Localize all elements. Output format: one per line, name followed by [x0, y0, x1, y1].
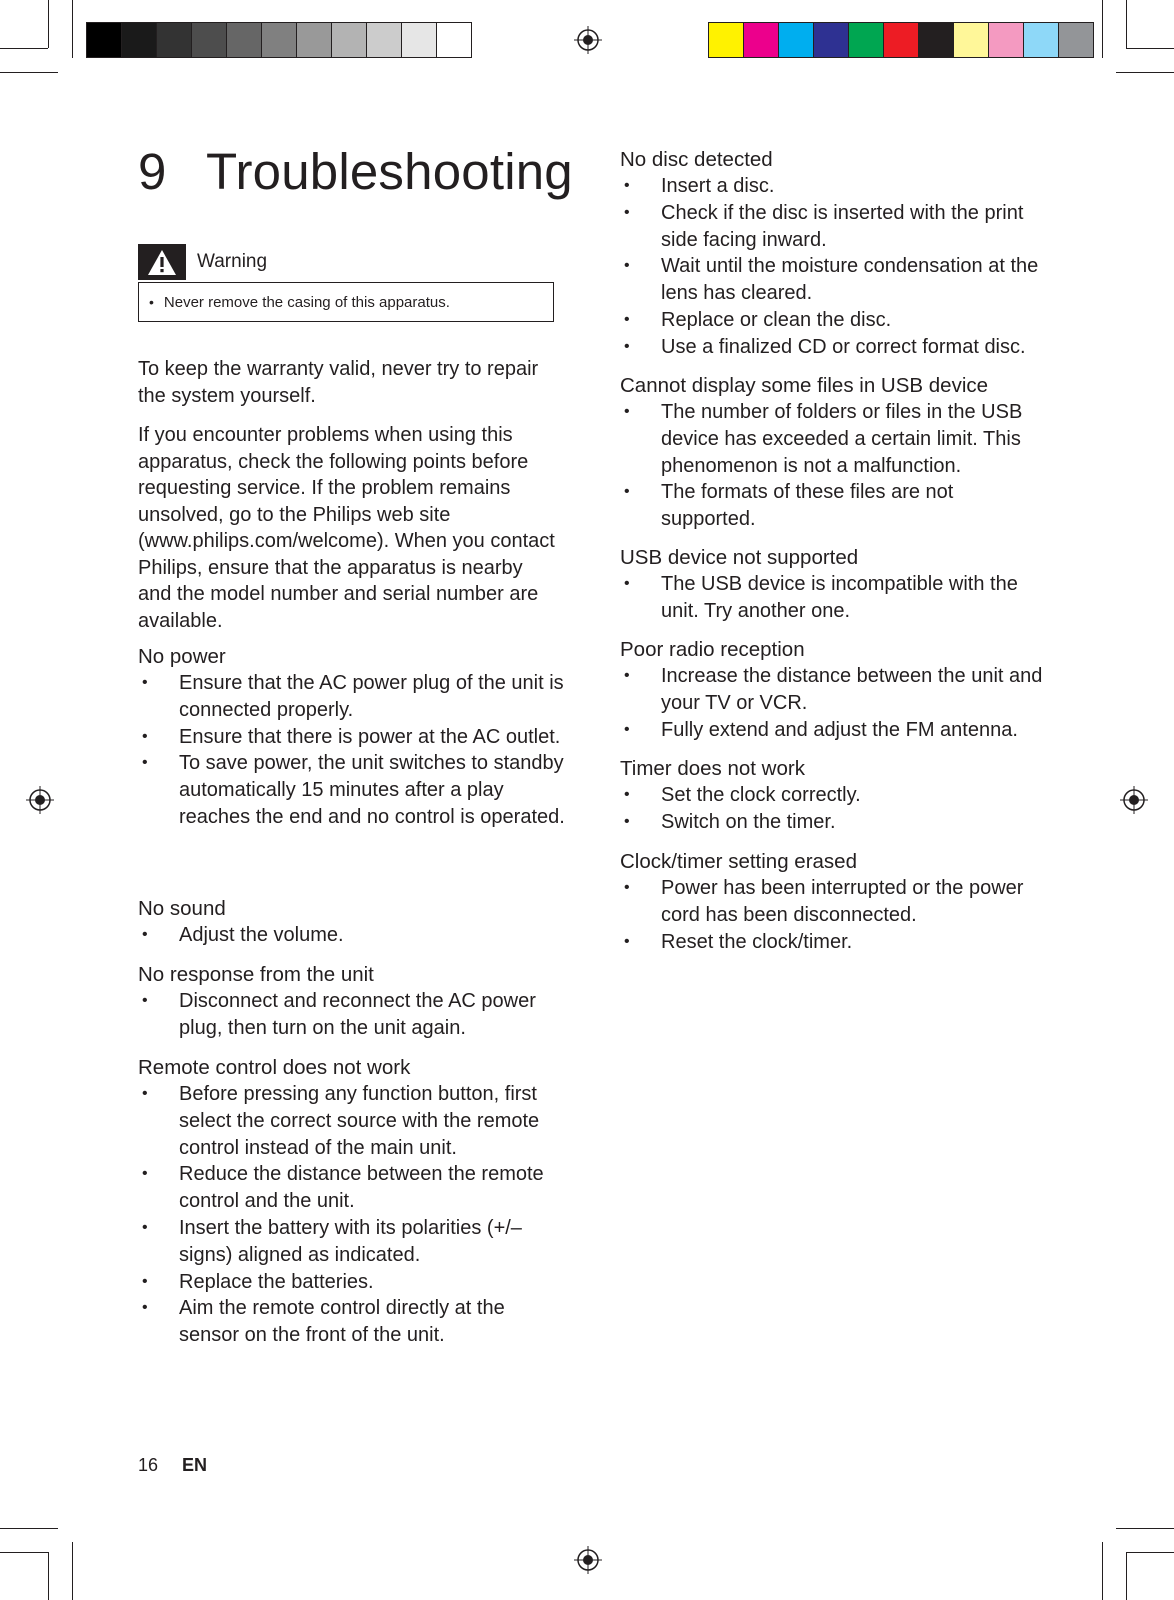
bullet-list: [138, 1081, 568, 1349]
grayscale-color-bar: [86, 22, 472, 58]
list-item: • The number of folders or files in the USB device has exceeded a certain limit. This phenomenon is not a malfunction.: [620, 399, 1050, 479]
color-swatch: [437, 23, 471, 57]
list-item: • Set the clock correctly.: [620, 782, 1050, 809]
color-swatch: [157, 23, 192, 57]
chapter-title: Troubleshooting: [206, 143, 573, 200]
section-title: No disc detected: [620, 148, 773, 171]
list-item: • Insert a disc.: [620, 173, 1050, 200]
section-title: Cannot display some files in USB device: [620, 374, 989, 397]
color-swatch: [779, 23, 814, 57]
section-title: Timer does not work: [620, 757, 805, 780]
color-swatch: [744, 23, 779, 57]
process-color-bar: [708, 22, 1094, 58]
color-swatch: [989, 23, 1024, 57]
section-title: No response from the unit: [138, 963, 374, 986]
chapter-number: 9: [138, 143, 167, 200]
bullet-list: [138, 922, 568, 949]
crop-mark: [1126, 1552, 1127, 1600]
color-swatch: [1024, 23, 1059, 57]
language-code: EN: [182, 1455, 208, 1475]
warning-item: Never remove the casing of this apparatus.: [163, 293, 450, 311]
list-item: • Use a finalized CD or correct format disc.: [620, 334, 1050, 361]
list-item: • The USB device is incompatible with the unit. Try another one.: [620, 571, 1050, 625]
intro-paragraph: To keep the warranty valid, never try to repair the system yourself.: [138, 358, 539, 407]
list-item: • Replace the batteries.: [138, 1269, 568, 1296]
section-usb-not-supported: [620, 544, 1050, 625]
bullet-list: [620, 399, 1050, 533]
bullet-list: [620, 782, 1050, 836]
list-item: • Disconnect and reconnect the AC power plug, then turn on the unit again.: [138, 988, 568, 1042]
registration-mark-icon: [574, 1546, 602, 1574]
list-item: • Reset the clock/timer.: [620, 929, 1050, 956]
list-item: • Reduce the distance between the remote control and the unit.: [138, 1161, 568, 1215]
bullet-list: [138, 670, 568, 831]
list-item: • Fully extend and adjust the FM antenna.: [620, 717, 1050, 744]
section-title: No sound: [138, 897, 226, 920]
list-item: • Adjust the volume.: [138, 922, 568, 949]
bullet-list: [138, 988, 568, 1042]
crop-mark: [1116, 1528, 1174, 1529]
color-swatch: [849, 23, 884, 57]
color-swatch: [367, 23, 402, 57]
warning-header: [138, 244, 556, 280]
crop-mark: [1116, 72, 1174, 73]
list-item: • Ensure that there is power at the AC outlet.: [138, 724, 568, 751]
crop-mark: [0, 1552, 48, 1553]
crop-mark: [72, 1542, 73, 1600]
crop-mark: [0, 72, 58, 73]
bullet-list: [620, 663, 1050, 743]
color-swatch: [122, 23, 157, 57]
section-no-sound: [138, 895, 568, 949]
crop-mark: [0, 1528, 58, 1529]
crop-mark: [48, 1552, 49, 1600]
crop-mark: [1126, 1552, 1174, 1553]
color-swatch: [192, 23, 227, 57]
registration-mark-icon: [574, 26, 602, 54]
color-swatch: [1059, 23, 1093, 57]
intro-paragraph: If you encounter problems when using this apparatus, check the following points before requesting service. If the problem remains unsolved, go to the Philips web site (www.philips.com/welcome). When you contact Philips, ensure that the apparatus is nearby and the model number and serial number are available.: [138, 424, 555, 632]
list-item: • To save power, the unit switches to standby automatically 15 minutes after a play reaches the end and no control is operated.: [138, 750, 568, 830]
crop-mark: [72, 0, 73, 58]
list-item: • Before pressing any function button, first select the correct source with the remote control instead of the main unit.: [138, 1081, 568, 1161]
list-item: • The formats of these files are not supported.: [620, 479, 1050, 533]
color-swatch: [954, 23, 989, 57]
registration-mark-icon: [26, 786, 54, 814]
section-usb-files: [620, 372, 1050, 533]
list-item: • Insert the battery with its polarities (+/– signs) aligned as indicated.: [138, 1215, 568, 1269]
bullet-list: [620, 571, 1050, 625]
crop-mark: [0, 48, 48, 49]
color-swatch: [87, 23, 122, 57]
warning-label: Warning: [197, 251, 268, 272]
section-no-disc: [620, 146, 1050, 361]
section-timer: [620, 755, 1050, 836]
section-no-power: [138, 643, 568, 831]
list-item: • Replace or clean the disc.: [620, 307, 1050, 334]
list-item: • Power has been interrupted or the power cord has been disconnected.: [620, 875, 1050, 929]
list-item: • Ensure that the AC power plug of the unit is connected properly.: [138, 670, 568, 724]
warning-icon: [138, 244, 186, 280]
crop-mark: [1102, 1542, 1103, 1600]
color-swatch: [919, 23, 954, 57]
registration-mark-icon: [1120, 786, 1148, 814]
list-item: • Aim the remote control directly at the sensor on the front of the unit.: [138, 1295, 568, 1349]
section-title: Poor radio reception: [620, 638, 805, 661]
crop-mark: [1102, 0, 1103, 58]
page-number: 16: [138, 1455, 159, 1475]
crop-mark: [1126, 0, 1127, 48]
color-swatch: [297, 23, 332, 57]
section-radio-reception: [620, 636, 1050, 743]
warning-box: [138, 282, 554, 322]
crop-mark: [48, 0, 49, 48]
color-swatch: [227, 23, 262, 57]
list-item: • Check if the disc is inserted with the print side facing inward.: [620, 200, 1050, 254]
color-swatch: [262, 23, 297, 57]
chapter-heading: [138, 142, 573, 201]
crop-mark: [1126, 48, 1174, 49]
bullet: •: [149, 294, 154, 310]
section-remote-control: [138, 1054, 568, 1349]
color-swatch: [709, 23, 744, 57]
list-item: • Wait until the moisture condensation at the lens has cleared.: [620, 253, 1050, 307]
color-swatch: [332, 23, 367, 57]
bullet-list: [620, 875, 1050, 955]
page-footer: [138, 1455, 207, 1476]
color-swatch: [814, 23, 849, 57]
section-clock-erased: [620, 848, 1050, 955]
list-item: • Increase the distance between the unit and your TV or VCR.: [620, 663, 1050, 717]
section-title: Remote control does not work: [138, 1056, 411, 1079]
list-item: • Switch on the timer.: [620, 809, 1050, 836]
section-title: USB device not supported: [620, 546, 859, 569]
color-swatch: [884, 23, 919, 57]
color-swatch: [402, 23, 437, 57]
section-no-response: [138, 961, 568, 1042]
section-title: No power: [138, 645, 226, 668]
section-title: Clock/timer setting erased: [620, 850, 857, 873]
bullet-list: [620, 173, 1050, 361]
